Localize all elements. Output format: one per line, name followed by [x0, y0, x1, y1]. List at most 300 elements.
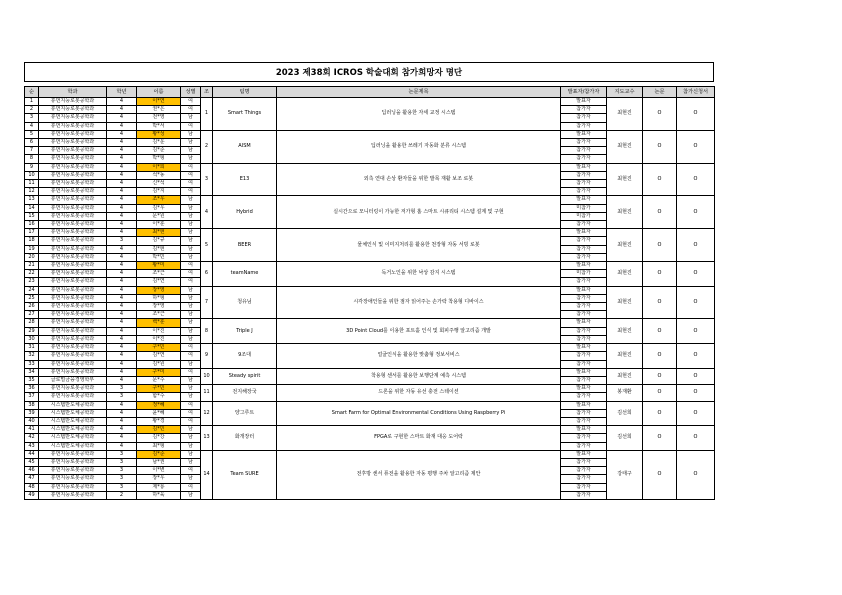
cell-role: 발표자 — [561, 262, 607, 270]
cell-sex: 여 — [181, 409, 201, 417]
cell-seq: 38 — [25, 401, 39, 409]
cell-name: 하*형 — [137, 294, 181, 302]
cell-name: 이*연 — [137, 98, 181, 106]
cell-sex: 여 — [181, 344, 201, 352]
cell-name: 이*희 — [137, 163, 181, 171]
cell-name: 문*수 — [137, 376, 181, 384]
cell-seq: 20 — [25, 253, 39, 261]
cell-paper-mark: O — [643, 344, 677, 369]
cell-team-name: 9조대 — [213, 344, 277, 369]
cell-year: 4 — [107, 245, 137, 253]
cell-sex: 남 — [181, 393, 201, 401]
cell-name: 황*경 — [137, 417, 181, 425]
cell-paper-title: FPGA로 구현한 스마트 화재 대응 도어락 — [277, 426, 561, 451]
cell-sex: 남 — [181, 376, 201, 384]
cell-sex: 남 — [181, 327, 201, 335]
cell-sex: 여 — [181, 188, 201, 196]
cell-app-mark: O — [677, 196, 715, 229]
cell-year: 3 — [107, 237, 137, 245]
cell-name: 이*변 — [137, 467, 181, 475]
cell-role: 참가자 — [561, 417, 607, 425]
cell-seq: 45 — [25, 458, 39, 466]
cell-dept: 시스템반도체공학과 — [39, 426, 107, 434]
cell-role: 참가자 — [561, 409, 607, 417]
cell-dept: 휴먼지능로봇공학과 — [39, 286, 107, 294]
cell-year: 4 — [107, 278, 137, 286]
cell-year: 4 — [107, 171, 137, 179]
cell-dept: 휴먼지능로봇공학과 — [39, 98, 107, 106]
cell-name: 김*현 — [137, 245, 181, 253]
cell-app-mark: O — [677, 319, 715, 344]
cell-group-no: 2 — [201, 130, 213, 163]
header-year: 학년 — [107, 87, 137, 98]
table-header-row — [25, 87, 715, 98]
cell-sex: 남 — [181, 286, 201, 294]
cell-paper-title: 얼굴인식을 활용한 맞춤형 정보서비스 — [277, 344, 561, 369]
cell-year: 4 — [107, 253, 137, 261]
cell-year: 4 — [107, 327, 137, 335]
cell-sex: 여 — [181, 163, 201, 171]
cell-year: 4 — [107, 163, 137, 171]
cell-paper-mark: O — [643, 368, 677, 384]
header-name: 이름 — [137, 87, 181, 98]
cell-year: 4 — [107, 426, 137, 434]
cell-dept: 휴먼지능로봇공학과 — [39, 475, 107, 483]
cell-name: 구*미 — [137, 368, 181, 376]
cell-name: 최*현 — [137, 229, 181, 237]
cell-seq: 29 — [25, 327, 39, 335]
cell-seq: 19 — [25, 245, 39, 253]
cell-sex: 남 — [181, 155, 201, 163]
cell-seq: 5 — [25, 130, 39, 138]
cell-role: 참가자 — [561, 434, 607, 442]
cell-sex: 여 — [181, 122, 201, 130]
cell-role: 참가자 — [561, 188, 607, 196]
cell-seq: 1 — [25, 98, 39, 106]
cell-app-mark: O — [677, 401, 715, 426]
cell-seq: 32 — [25, 352, 39, 360]
cell-dept: 휴먼지능로봇공학과 — [39, 483, 107, 491]
document-title: 2023 제38회 ICROS 학술대회 참가희망자 명단 — [24, 62, 714, 82]
cell-paper-title: 딥러닝을 활용한 쓰레기 자동화 분류 시스템 — [277, 130, 561, 163]
cell-paper-title: 독거노인을 위한 낙상 감지 시스템 — [277, 262, 561, 287]
cell-dept: 휴먼지능로봇공학과 — [39, 212, 107, 220]
cell-paper-title: 실시간으로 모니터링이 가능한 저가형 홈 스마트 시큐리티 시스템 설계 및 구현 — [277, 196, 561, 229]
cell-sex: 여 — [181, 401, 201, 409]
cell-role: 참가자 — [561, 303, 607, 311]
cell-seq: 35 — [25, 376, 39, 384]
cell-seq: 15 — [25, 212, 39, 220]
table-row — [25, 385, 715, 393]
cell-role: 발표자 — [561, 426, 607, 434]
table-row — [25, 130, 715, 138]
cell-name: 구*민 — [137, 385, 181, 393]
cell-seq: 21 — [25, 262, 39, 270]
cell-paper-mark: O — [643, 426, 677, 451]
cell-app-mark: O — [677, 130, 715, 163]
cell-dept: 휴먼지능로봇공학과 — [39, 319, 107, 327]
cell-role: 발표자 — [561, 401, 607, 409]
cell-professor: 봉재환 — [607, 385, 643, 401]
cell-sex: 남 — [181, 491, 201, 499]
cell-name: 전*영 — [137, 114, 181, 122]
header-paper: 논문제목 — [277, 87, 561, 98]
table-row — [25, 98, 715, 106]
cell-seq: 24 — [25, 286, 39, 294]
cell-dept: 휴먼지능로봇공학과 — [39, 188, 107, 196]
cell-year: 3 — [107, 483, 137, 491]
cell-seq: 48 — [25, 483, 39, 491]
header-group: 조 — [201, 87, 213, 98]
cell-sex: 남 — [181, 303, 201, 311]
table-row — [25, 286, 715, 294]
table-row — [25, 262, 715, 270]
cell-name: 김*준 — [137, 450, 181, 458]
cell-paper-mark: O — [643, 319, 677, 344]
cell-name: 김*우 — [137, 204, 181, 212]
cell-team-name: Smart Things — [213, 98, 277, 131]
cell-dept: 시스템반도체공학과 — [39, 442, 107, 450]
cell-sex: 남 — [181, 139, 201, 147]
cell-role: 발표자 — [561, 368, 607, 376]
cell-seq: 14 — [25, 204, 39, 212]
cell-seq: 2 — [25, 106, 39, 114]
cell-paper-mark: O — [643, 385, 677, 401]
cell-paper-title: 딥러닝을 활용한 자세 교정 시스템 — [277, 98, 561, 131]
cell-sex: 남 — [181, 311, 201, 319]
cell-dept: 휴먼지능로봇공학과 — [39, 311, 107, 319]
cell-team-name: 화개장터 — [213, 426, 277, 451]
cell-professor: 강태구 — [607, 450, 643, 499]
cell-role: 참가자 — [561, 483, 607, 491]
cell-sex: 여 — [181, 106, 201, 114]
cell-seq: 33 — [25, 360, 39, 368]
cell-year: 4 — [107, 180, 137, 188]
cell-team-name: Steady spirit — [213, 368, 277, 384]
cell-paper-mark: O — [643, 229, 677, 262]
cell-year: 3 — [107, 475, 137, 483]
cell-team-name: 전지해장국 — [213, 385, 277, 401]
cell-dept: 휴먼지능로봇공학과 — [39, 245, 107, 253]
cell-group-no: 7 — [201, 286, 213, 319]
cell-seq: 11 — [25, 180, 39, 188]
cell-paper-mark: O — [643, 130, 677, 163]
cell-paper-title: 외측 연대 손상 환자들을 위한 발목 재활 보조 로봇 — [277, 163, 561, 196]
cell-seq: 9 — [25, 163, 39, 171]
cell-team-name: Team SURE — [213, 450, 277, 499]
cell-year: 4 — [107, 376, 137, 384]
cell-dept: 휴먼지능로봇공학과 — [39, 163, 107, 171]
cell-role: 참가자 — [561, 376, 607, 384]
cell-seq: 22 — [25, 270, 39, 278]
cell-name: 하*육 — [137, 491, 181, 499]
cell-sex: 남 — [181, 221, 201, 229]
cell-sex: 남 — [181, 385, 201, 393]
header-team: 팀명 — [213, 87, 277, 98]
cell-role: 참가자 — [561, 475, 607, 483]
cell-name: 남*권 — [137, 458, 181, 466]
cell-year: 3 — [107, 458, 137, 466]
cell-year: 2 — [107, 491, 137, 499]
cell-seq: 30 — [25, 335, 39, 343]
cell-name: 백*훈 — [137, 319, 181, 327]
cell-role: 발표자 — [561, 130, 607, 138]
cell-seq: 12 — [25, 188, 39, 196]
cell-team-name: AISM — [213, 130, 277, 163]
cell-role: 미참가 — [561, 270, 607, 278]
cell-dept: 휴먼지능로봇공학과 — [39, 114, 107, 122]
cell-sex: 여 — [181, 180, 201, 188]
cell-name: 장*우 — [137, 475, 181, 483]
cell-dept: 휴먼지능로봇공학과 — [39, 229, 107, 237]
cell-seq: 43 — [25, 442, 39, 450]
cell-name: 장*영 — [137, 303, 181, 311]
cell-sex: 여 — [181, 98, 201, 106]
cell-role: 참가자 — [561, 393, 607, 401]
cell-name: 박*민 — [137, 253, 181, 261]
cell-paper-mark: O — [643, 286, 677, 319]
cell-role: 참가자 — [561, 237, 607, 245]
cell-dept: 휴먼지능로봇공학과 — [39, 196, 107, 204]
cell-name: 제*룡 — [137, 483, 181, 491]
cell-sex: 남 — [181, 458, 201, 466]
header-role: 발표자/참가자 — [561, 87, 607, 98]
cell-dept: 휴먼지능로봇공학과 — [39, 262, 107, 270]
cell-name: 조*근 — [137, 311, 181, 319]
header-seq: 순 — [25, 87, 39, 98]
cell-dept: 휴먼지능로봇공학과 — [39, 278, 107, 286]
cell-name: 박*서 — [137, 122, 181, 130]
table-row — [25, 426, 715, 434]
cell-role: 참가자 — [561, 278, 607, 286]
cell-year: 4 — [107, 409, 137, 417]
cell-sex: 여 — [181, 278, 201, 286]
cell-role: 참가자 — [561, 294, 607, 302]
cell-professor: 최현진 — [607, 368, 643, 384]
cell-year: 4 — [107, 368, 137, 376]
cell-year: 4 — [107, 188, 137, 196]
cell-seq: 44 — [25, 450, 39, 458]
cell-dept: 휴먼지능로봇공학과 — [39, 130, 107, 138]
cell-group-no: 13 — [201, 426, 213, 451]
cell-year: 4 — [107, 270, 137, 278]
cell-role: 발표자 — [561, 385, 607, 393]
cell-paper-mark: O — [643, 401, 677, 426]
cell-seq: 16 — [25, 221, 39, 229]
cell-group-no: 14 — [201, 450, 213, 499]
cell-seq: 28 — [25, 319, 39, 327]
cell-name: 장*영 — [137, 286, 181, 294]
cell-sex: 여 — [181, 483, 201, 491]
cell-role: 발표자 — [561, 450, 607, 458]
cell-year: 4 — [107, 122, 137, 130]
cell-sex: 남 — [181, 426, 201, 434]
cell-seq: 42 — [25, 434, 39, 442]
cell-year: 4 — [107, 442, 137, 450]
cell-name: 이*훈 — [137, 221, 181, 229]
cell-paper-title: 물체인식 및 이미지처리를 활용한 천장형 자동 서빙 로봇 — [277, 229, 561, 262]
cell-sex: 남 — [181, 335, 201, 343]
cell-year: 4 — [107, 139, 137, 147]
cell-name: 김*지 — [137, 188, 181, 196]
table-row — [25, 229, 715, 237]
cell-professor: 최현진 — [607, 286, 643, 319]
cell-sex: 남 — [181, 196, 201, 204]
cell-year: 4 — [107, 319, 137, 327]
cell-role: 참가자 — [561, 491, 607, 499]
cell-seq: 47 — [25, 475, 39, 483]
cell-role: 참가자 — [561, 114, 607, 122]
cell-app-mark: O — [677, 286, 715, 319]
participant-table — [24, 86, 715, 500]
cell-sex: 남 — [181, 245, 201, 253]
cell-year: 4 — [107, 212, 137, 220]
cell-group-no: 6 — [201, 262, 213, 287]
cell-group-no: 12 — [201, 401, 213, 426]
cell-dept: 휴먼지능로봇공학과 — [39, 352, 107, 360]
cell-dept: 휴먼지능로봇공학과 — [39, 450, 107, 458]
cell-dept: 휴먼지능로봇공학과 — [39, 458, 107, 466]
cell-role: 발표자 — [561, 344, 607, 352]
cell-seq: 36 — [25, 385, 39, 393]
cell-professor: 최현진 — [607, 130, 643, 163]
cell-dept: 휴먼지능로봇공학과 — [39, 294, 107, 302]
cell-professor: 최현진 — [607, 196, 643, 229]
cell-sex: 남 — [181, 229, 201, 237]
cell-sex: 남 — [181, 434, 201, 442]
cell-name: 황*미 — [137, 262, 181, 270]
cell-team-name: 청유님 — [213, 286, 277, 319]
cell-dept: 휴먼지능로봇공학과 — [39, 106, 107, 114]
cell-seq: 37 — [25, 393, 39, 401]
cell-role: 참가자 — [561, 221, 607, 229]
cell-name: 이*진 — [137, 335, 181, 343]
cell-seq: 6 — [25, 139, 39, 147]
cell-dept: 시스템반도체공학과 — [39, 401, 107, 409]
cell-name: 함*수 — [137, 393, 181, 401]
cell-seq: 34 — [25, 368, 39, 376]
cell-sex: 여 — [181, 262, 201, 270]
cell-sex: 남 — [181, 130, 201, 138]
cell-paper-mark: O — [643, 163, 677, 196]
cell-group-no: 5 — [201, 229, 213, 262]
cell-dept: 휴먼지능로봇공학과 — [39, 147, 107, 155]
cell-dept: 휴먼지능로봇공학과 — [39, 368, 107, 376]
table-row — [25, 401, 715, 409]
cell-role: 미참가 — [561, 212, 607, 220]
cell-dept: 휴먼지능로봇공학과 — [39, 335, 107, 343]
cell-app-mark: O — [677, 262, 715, 287]
cell-name: 이*진 — [137, 327, 181, 335]
cell-professor: 최현진 — [607, 319, 643, 344]
cell-role: 발표자 — [561, 196, 607, 204]
cell-year: 3 — [107, 393, 137, 401]
cell-role: 참가자 — [561, 467, 607, 475]
cell-team-name: teamName — [213, 262, 277, 287]
cell-name: 김*강 — [137, 434, 181, 442]
header-prof: 지도교수 — [607, 87, 643, 98]
cell-dept: 글로벌금융경영학부 — [39, 376, 107, 384]
cell-dept: 휴먼지능로봇공학과 — [39, 270, 107, 278]
cell-app-mark: O — [677, 368, 715, 384]
cell-year: 3 — [107, 467, 137, 475]
cell-dept: 휴먼지능로봇공학과 — [39, 171, 107, 179]
cell-seq: 13 — [25, 196, 39, 204]
cell-dept: 휴먼지능로봇공학과 — [39, 180, 107, 188]
cell-seq: 41 — [25, 426, 39, 434]
cell-name: 권*은 — [137, 106, 181, 114]
cell-role: 참가자 — [561, 253, 607, 261]
cell-role: 참가자 — [561, 327, 607, 335]
cell-group-no: 8 — [201, 319, 213, 344]
cell-professor: 김선희 — [607, 426, 643, 451]
cell-name: 구*민 — [137, 344, 181, 352]
table-row — [25, 319, 715, 327]
cell-name: 김*준 — [137, 147, 181, 155]
cell-role: 참가자 — [561, 171, 607, 179]
cell-sex: 여 — [181, 270, 201, 278]
cell-role: 발표자 — [561, 319, 607, 327]
cell-role: 발표자 — [561, 286, 607, 294]
cell-role: 참가자 — [561, 147, 607, 155]
cell-year: 4 — [107, 401, 137, 409]
cell-sex: 여 — [181, 171, 201, 179]
cell-dept: 휴먼지능로봇공학과 — [39, 253, 107, 261]
cell-paper-mark: O — [643, 98, 677, 131]
cell-sex: 남 — [181, 450, 201, 458]
cell-role: 참가자 — [561, 311, 607, 319]
cell-name: 김*민 — [137, 426, 181, 434]
cell-sex: 남 — [181, 147, 201, 155]
cell-group-no: 9 — [201, 344, 213, 369]
cell-role: 발표자 — [561, 98, 607, 106]
cell-year: 4 — [107, 294, 137, 302]
cell-role: 참가자 — [561, 352, 607, 360]
cell-seq: 4 — [25, 122, 39, 130]
cell-app-mark: O — [677, 426, 715, 451]
cell-seq: 3 — [25, 114, 39, 122]
cell-seq: 17 — [25, 229, 39, 237]
cell-year: 4 — [107, 303, 137, 311]
cell-name: 김*원 — [137, 360, 181, 368]
cell-role: 발표자 — [561, 163, 607, 171]
cell-seq: 49 — [25, 491, 39, 499]
cell-paper-mark: O — [643, 262, 677, 287]
cell-name: 정*혜 — [137, 401, 181, 409]
cell-paper-title: Smart Farm for Optimal Environmental Conditions Using Raspberry Pi — [277, 401, 561, 426]
cell-dept: 휴먼지능로봇공학과 — [39, 344, 107, 352]
cell-seq: 39 — [25, 409, 39, 417]
cell-role: 참가자 — [561, 155, 607, 163]
cell-app-mark: O — [677, 450, 715, 499]
cell-year: 3 — [107, 450, 137, 458]
cell-sex: 남 — [181, 475, 201, 483]
cell-year: 4 — [107, 130, 137, 138]
cell-sex: 여 — [181, 352, 201, 360]
cell-year: 4 — [107, 434, 137, 442]
cell-team-name: Triple J — [213, 319, 277, 344]
cell-dept: 휴먼지능로봇공학과 — [39, 385, 107, 393]
cell-role: 참가자 — [561, 458, 607, 466]
cell-team-name: 양그루트 — [213, 401, 277, 426]
cell-seq: 31 — [25, 344, 39, 352]
cell-professor: 최현진 — [607, 262, 643, 287]
cell-seq: 27 — [25, 311, 39, 319]
cell-name: 김*연 — [137, 278, 181, 286]
cell-dept: 시스템반도체공학과 — [39, 417, 107, 425]
table-row — [25, 163, 715, 171]
cell-year: 4 — [107, 155, 137, 163]
